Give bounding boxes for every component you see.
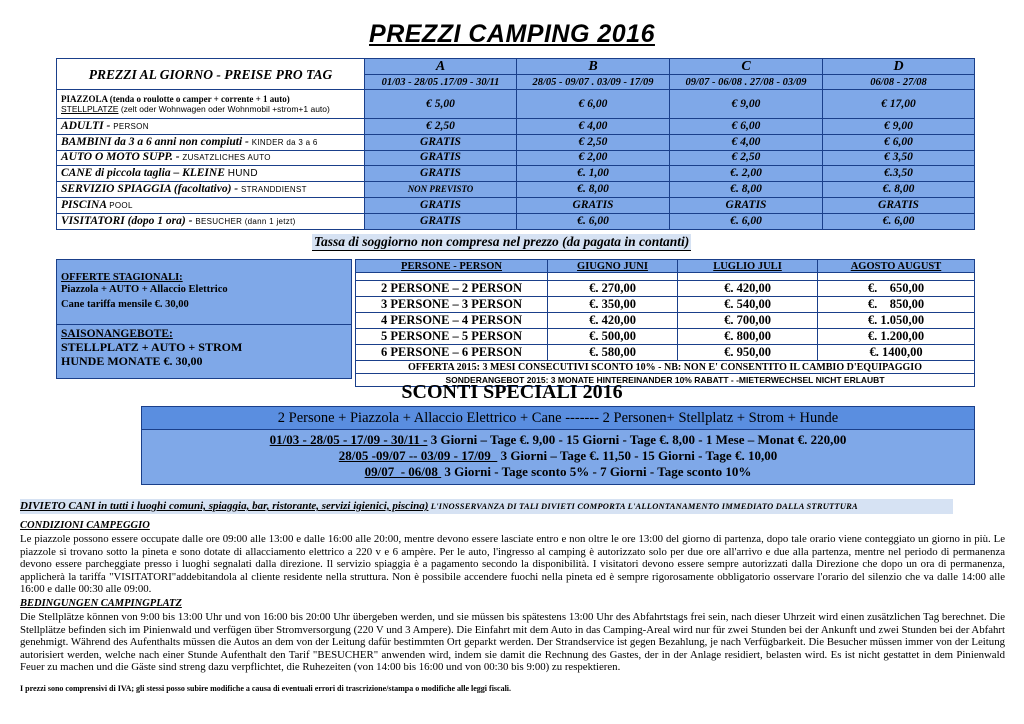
spacer (818, 273, 975, 281)
price-cell: € 2,50 (670, 150, 823, 166)
offers-de-line2: HUNDE MONATE €. 30,00 (61, 354, 203, 368)
sconti-line: 28/05 -09/07 -- 03/09 - 17/09 3 Giorni – Tage €. 11,50 - 15 Giorni - Tage €. 10,00 (338, 448, 778, 463)
price-row-label: BAMBINI da 3 a 6 anni non compiuti - KINDER da 3 a 6 (57, 134, 365, 150)
person-cell: €. 1.050,00 (818, 313, 975, 329)
price-cell: GRATIS (823, 197, 975, 213)
column-letter-c: C (670, 59, 823, 75)
offers-de (61, 328, 347, 372)
spacer (548, 273, 678, 281)
piazzola-label (57, 90, 365, 119)
price-row-label: AUTO O MOTO SUPP. - ZUSATZLICHES AUTO (57, 150, 365, 166)
person-cell: €. 850,00 (818, 297, 975, 313)
price-table (56, 58, 975, 230)
seasonal-offers-box (56, 259, 352, 379)
person-cell: €. 950,00 (678, 345, 818, 361)
person-cell: 4 PERSONE – 4 PERSON (356, 313, 548, 329)
person-cell: €. 420,00 (678, 281, 818, 297)
column-letter-a: A (365, 59, 517, 75)
person-row (356, 329, 975, 345)
price-cell: € 2,50 (365, 119, 517, 135)
price-table-header-label: PREZZI AL GIORNO - PREISE PRO TAG (57, 59, 365, 90)
price-cell: € 9,00 (823, 119, 975, 135)
price-cell: €. 8,00 (823, 182, 975, 198)
price-cell: € 6,00 (670, 119, 823, 135)
person-header: PERSONE - PERSON (356, 260, 548, 273)
price-row-label: CANE di piccola taglia – KLEINE HUND (57, 166, 365, 182)
spacer (356, 273, 548, 281)
person-cell: €. 500,00 (548, 329, 678, 345)
person-cell: €. 270,00 (548, 281, 678, 297)
person-header: GIUGNO JUNI (548, 260, 678, 273)
price-cell: € 6,00 (517, 90, 670, 119)
column-dates-a: 01/03 - 28/05 .17/09 - 30/11 (365, 75, 517, 90)
price-row (57, 119, 975, 135)
tax-note: Tassa di soggiorno non compresa nel prezzo (da pagata in contanti) (314, 234, 690, 249)
dog-ban-notice (20, 499, 953, 514)
offers-it (61, 272, 347, 316)
price-cell: GRATIS (365, 150, 517, 166)
price-cell: € 17,00 (823, 90, 975, 119)
dog-ban-caps: L'INOSSERVANZA DI TALI DIVIETI COMPORTA L'ALLONTANAMENTO IMMEDIATO DALLA STRUTTURA (428, 501, 858, 511)
sconti-box (141, 429, 975, 485)
person-cell: €. 650,00 (818, 281, 975, 297)
price-cell: €. 1,00 (517, 166, 670, 182)
price-cell: € 3,50 (823, 150, 975, 166)
person-cell: 5 PERSONE – 5 PERSON (356, 329, 548, 345)
price-row-label: PISCINA POOL (57, 197, 365, 213)
price-row (57, 166, 975, 182)
price-row (57, 134, 975, 150)
person-cell: €. 1.200,00 (818, 329, 975, 345)
conditions-de-title: BEDINGUNGEN CAMPINGPLATZ (20, 598, 182, 609)
piazzola-line2 (61, 104, 364, 114)
dog-ban-main: DIVIETO CANI in tutti i luoghi comuni, spiaggia, bar, ristorante, servizi igienici, piscina) (20, 500, 429, 512)
price-cell: € 4,00 (670, 134, 823, 150)
price-cell: €. 6,00 (517, 213, 670, 229)
column-dates-d: 06/08 - 27/08 (823, 75, 975, 90)
person-cell: €. 580,00 (548, 345, 678, 361)
person-row (356, 297, 975, 313)
price-cell: GRATIS (670, 197, 823, 213)
piazzola-line1: PIAZZOLA (tenda o roulotte o camper + corrente + 1 auto) (61, 94, 290, 104)
person-cell: €. 1400,00 (818, 345, 975, 361)
column-dates-c: 09/07 - 06/08 . 27/08 - 03/09 (670, 75, 823, 90)
person-table (355, 259, 975, 387)
person-cell: 6 PERSONE – 6 PERSON (356, 345, 548, 361)
offers-it-line2: Cane tariffa mensile €. 30,00 (61, 299, 189, 310)
person-cell: 2 PERSONE – 2 PERSON (356, 281, 548, 297)
offers-de-line1: STELLPLATZ + AUTO + STROM (61, 340, 243, 354)
piazzola-line2-rest: (zelt oder Wohnwagen oder Wohnmobil +strom+1 auto) (118, 104, 330, 114)
price-cell: €. 8,00 (670, 182, 823, 198)
person-row (356, 281, 975, 297)
person-cell: 3 PERSONE – 3 PERSON (356, 297, 548, 313)
offers-divider (57, 324, 351, 325)
footer-note: I prezzi sono comprensivi di IVA; gli stessi posso subire modifiche a causa di eventuali errori di trascrizione/stampa o modifiche alle leggi fiscali. (20, 684, 512, 693)
offers-it-line1: Piazzola + AUTO + Allaccio Elettrico (61, 284, 228, 295)
page-title: PREZZI CAMPING 2016 (369, 20, 655, 48)
price-row (57, 150, 975, 166)
conditions-it-title: CONDIZIONI CAMPEGGIO (20, 520, 150, 531)
price-cell: € 2,00 (517, 150, 670, 166)
offers-it-title: OFFERTE STAGIONALI: (61, 272, 183, 283)
price-cell: € 6,00 (823, 134, 975, 150)
price-row-label: VISITATORI (dopo 1 ora) - BESUCHER (dann 1 jetzt) (57, 213, 365, 229)
price-cell: GRATIS (365, 134, 517, 150)
conditions-it-text: Le piazzole possono essere occupate dalle ore 09:00 alle 13:00 e dalle 16:00 alle 20:00, mentre devono essere lasciate entro e non oltre le ore 13:00 del giorno di partenza, dopo tale orario viene conteggiato un giorno in più. Le piazzole si trovano sotto la pineta e sono dotate di allacciamento elettrico a 220 v e 6 ampère. Per le auto, l'ingresso al camping è autorizzato solo per due ore all'arrivo e due alla partenza, mentre nel periodo di permanenza devono essere parcheggiate presso i luoghi segnalati dalla direzione. Il servizio spiaggia è a pagamento secondo la disponibilità. I visitatori devono essere sempre autorizzati dalla Direzione che dopo un ora di permanenza, applicherà la tariffa "VISITATORI"addebitandola al cliente residente nella struttura. Non è possibile accendere fuochi nella pineta ed è sempre rigorosamente obbligatorio osservare l'orario del silenzio che va dalle 14:00 alle 16:00 e dalle 00:30 alle 09:00. (20, 533, 1005, 596)
person-cell: €. 700,00 (678, 313, 818, 329)
person-header: LUGLIO JULI (678, 260, 818, 273)
price-cell: € 4,00 (517, 119, 670, 135)
price-cell: €. 8,00 (517, 182, 670, 198)
person-cell: €. 420,00 (548, 313, 678, 329)
price-cell: € 2,50 (517, 134, 670, 150)
person-cell: €. 350,00 (548, 297, 678, 313)
person-cell: €. 800,00 (678, 329, 818, 345)
price-cell: €.3,50 (823, 166, 975, 182)
column-letter-b: B (517, 59, 670, 75)
price-cell: €. 2,00 (670, 166, 823, 182)
conditions-de-text: Die Stellplätze können von 9:00 bis 13:00 Uhr und von 16:00 bis 20:00 Uhr übergeben werden, und sie müssen bis spätestens 13:00 Uhr des Abfahrtstags frei sein, nach dieser Uhrzeit wird einen zusätzlichen Tag berechnet. Die Stellplätze befinden sich im Pinienwald und verfügen über Stromversorgung (220 V und 3 Ampere). Die Einfahrt mit dem Auto in das Camping-Areal wird nur für zwei Stunden bei der Ankunft und zwei Stunden bei der Abfahrt genehmigt. Während des Aufenthalts müssen die Autos an dem von der Leitung dafür bestimmten Ort geparkt werden. Der Strandservice ist gegen Bezahlung, je nach Verfügbarkeit. Die Besucher müssen immer von der Leitung autorisiert werden, welche nach einer Stunde Aufenthalt den Tarif "BESUCHER" anwenden wird, indem sie damit die Rechnung des Gastes, der in der Anlage residiert, belasten wird. Es ist nicht gestattet in dem Pinienwald Feuer zu machen und die Gäste sind streng dazu verpflichtet, die Ruhezeiten (von 14:00 bis 16:00 und von 00:30 bis 9:00) zu respektieren. (20, 611, 1005, 674)
price-row (57, 213, 975, 229)
person-row (356, 345, 975, 361)
price-row (57, 182, 975, 198)
price-row-label: ADULTI - PERSON (57, 119, 365, 135)
spacer (678, 273, 818, 281)
price-cell: GRATIS (365, 213, 517, 229)
price-cell: GRATIS (517, 197, 670, 213)
person-header: AGOSTO AUGUST (818, 260, 975, 273)
offers-de-title: SAISONANGEBOTE: (61, 328, 173, 340)
column-dates-b: 28/05 - 09/07 . 03/09 - 17/09 (517, 75, 670, 90)
price-cell: NON PREVISTO (365, 182, 517, 198)
price-cell: €. 6,00 (670, 213, 823, 229)
price-cell: GRATIS (365, 166, 517, 182)
price-row-label: SERVIZIO SPIAGGIA (facoltativo) - STRANDDIENST (57, 182, 365, 198)
person-cell: €. 540,00 (678, 297, 818, 313)
person-row (356, 313, 975, 329)
offer-note-it: OFFERTA 2015: 3 MESI CONSECUTIVI SCONTO 10% - NB: NON E' CONSENTITO IL CAMBIO D'EQUIPAGGIO (356, 361, 975, 374)
price-cell: €. 6,00 (823, 213, 975, 229)
price-cell: € 9,00 (670, 90, 823, 119)
price-row (57, 197, 975, 213)
piazzola-line2-underlined: STELLPLATZE (61, 104, 119, 114)
price-cell: GRATIS (365, 197, 517, 213)
sconti-line: 09/07 - 06/08 3 Giorni - Tage sconto 5% - 7 Giorni - Tage sconto 10% (364, 464, 752, 479)
column-letter-d: D (823, 59, 975, 75)
sconti-line: 01/03 - 28/05 - 17/09 - 30/11 - 3 Giorni – Tage €. 9,00 - 15 Giorni - Tage €. 8,00 - 1 Mese – Monat €. 220,00 (269, 432, 847, 447)
price-cell: € 5,00 (365, 90, 517, 119)
sconti-bar: 2 Persone + Piazzola + Allaccio Elettrico + Cane ------- 2 Personen+ Stellplatz + Strom + Hunde (141, 406, 975, 430)
offer-note-de: SONDERANGEBOT 2015: 3 MONATE HINTEREINANDER 10% RABATT - -MIETERWECHSEL NICHT ERLAUBT (356, 374, 975, 387)
sconti-title: SCONTI SPECIALI 2016 (401, 381, 623, 403)
